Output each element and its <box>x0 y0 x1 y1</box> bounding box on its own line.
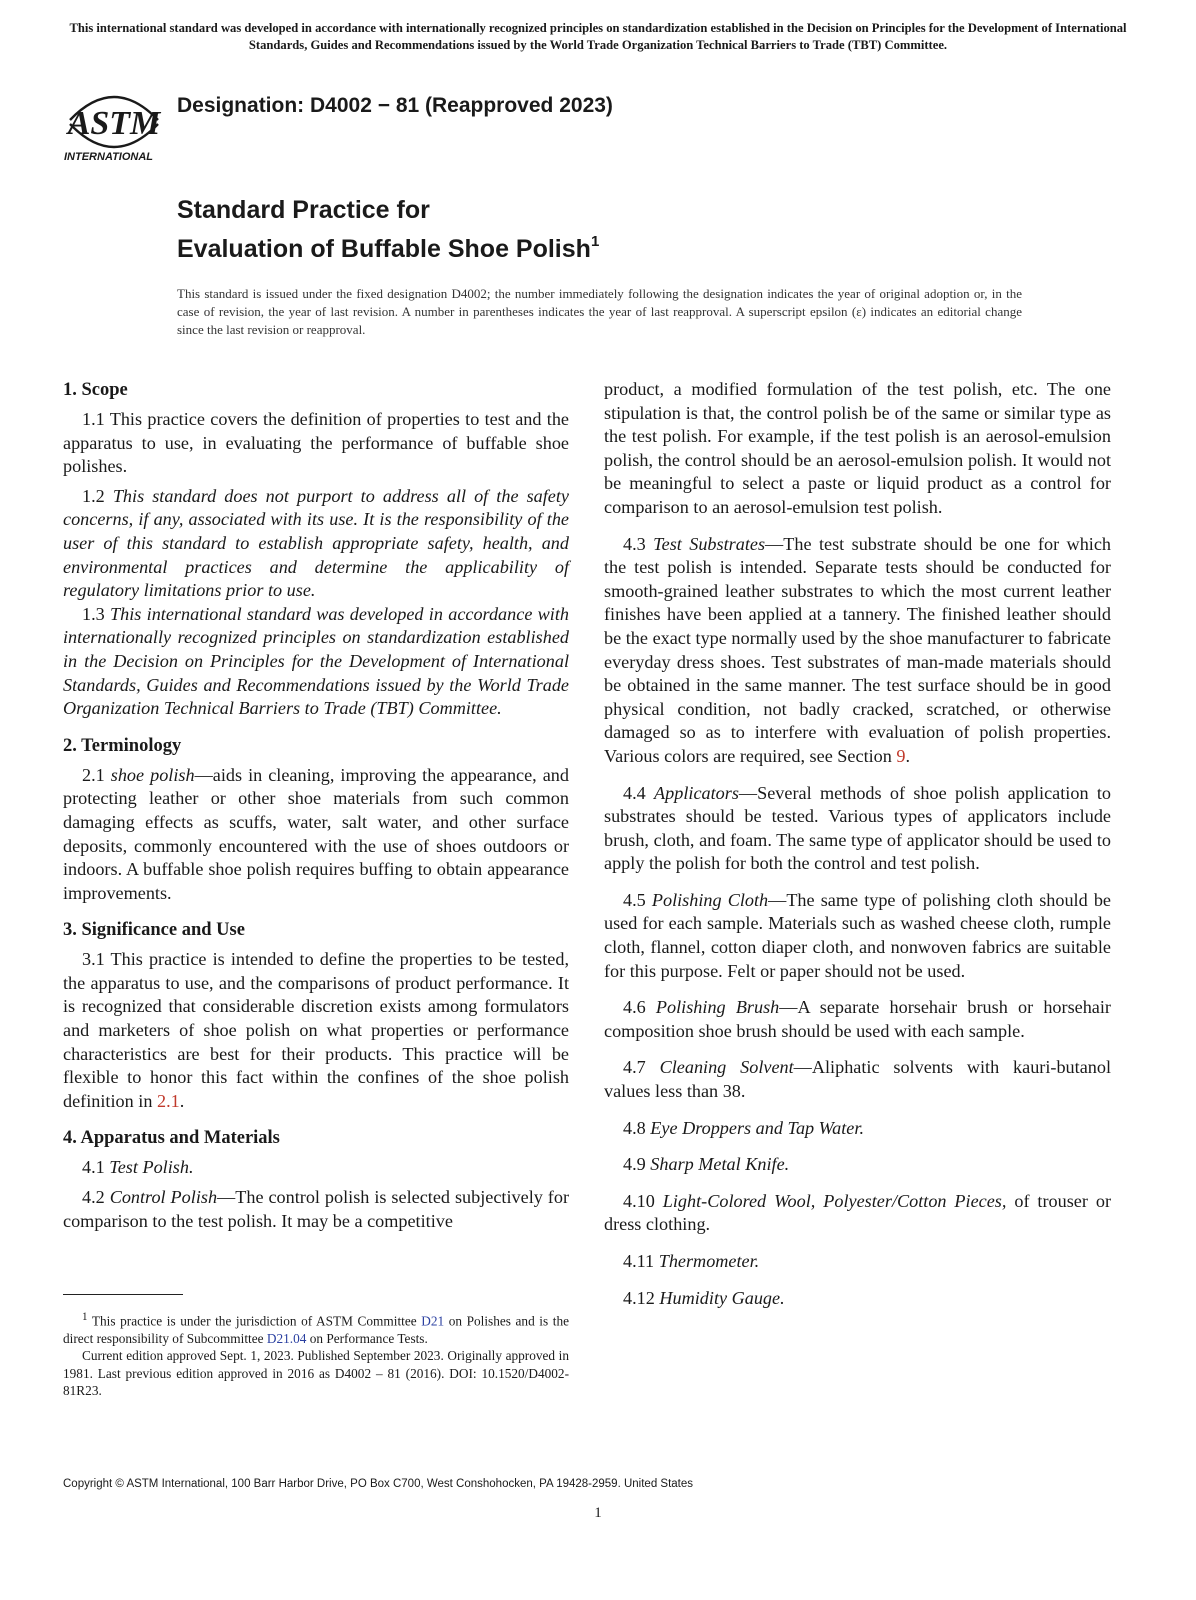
paragraph-4-10 <box>604 1190 1111 1237</box>
term: Eye Droppers and Tap Water. <box>650 1117 864 1138</box>
para-number: 2.1 <box>82 764 105 785</box>
term: shoe polish <box>110 764 195 785</box>
subcommittee-link[interactable]: D21.04 <box>266 1330 307 1346</box>
paragraph-4-8 <box>604 1117 1111 1141</box>
para-number: 4.7 <box>623 1057 646 1078</box>
term: Polishing Cloth <box>651 889 769 910</box>
term: Test Polish. <box>109 1157 194 1178</box>
para-text: . <box>905 745 911 766</box>
footnote-divider <box>63 1294 183 1295</box>
logo-letters: ASTM <box>67 105 161 142</box>
paragraph-2-1 <box>63 764 569 906</box>
para-text: —The test substrate should be one for which the test polish is intended. Separate tests should be conducted for smooth-grained leather substrates to which the most current leather finishes have been applied at a tannery. The finished leather should be the exact type normally used by the shoe manufacturer to fabricate everyday dress shoes. Test substrates of man-made materials should be obtained in the same manner. The test surface should be in good physical condition, not badly cracked, scratched, or otherwise damaged so as to interfere with evaluation of polish properties. Various colors are required, see Section <box>604 533 1112 766</box>
wto-notice: This international standard was developed in accordance with internationally recognized principles on standardization established in the Decision on Principles for the Development of International Standards, Guides and Recommendations issued by the World Trade Organization Technical Barriers to Trade (TBT) Committee. <box>69 21 1127 52</box>
footnote-mark: 1 <box>82 1311 88 1323</box>
paragraph-1-3 <box>63 603 569 721</box>
para-text: —The same type of polishing cloth should be used for each sample. Materials such as washed cheese cloth, rumple cloth, flannel, cotton diaper cloth, and nonwoven fabrics are suitable for this purpose. Felt or paper should not be used. <box>604 889 1111 981</box>
right-column <box>604 378 1111 1310</box>
cross-reference-link[interactable]: 9 <box>896 745 906 766</box>
paragraph-4-3 <box>604 533 1111 769</box>
term: Polishing Brush <box>655 997 780 1018</box>
paragraph-4-12 <box>604 1287 1111 1311</box>
term: Light-Colored Wool, Polyester/Cotton Pieces, <box>662 1190 1007 1211</box>
paragraph-4-5 <box>604 889 1111 983</box>
term: Humidity Gauge. <box>659 1287 785 1308</box>
paragraph-4-11 <box>604 1250 1111 1274</box>
footnote-edition: Current edition approved Sept. 1, 2023. Published September 2023. Originally approved in 1981. Last previous edition approved in 2016 as D4002 – 81 (2016). DOI: 10.1520/D4002-81R23. <box>63 1348 569 1399</box>
paragraph-1-1: 1.1 This practice covers the definition of properties to test and the apparatus to use, in evaluating the performance of buffable shoe polishes. <box>63 409 569 477</box>
footnote-jurisdiction <box>63 1309 569 1347</box>
paragraph-1-2 <box>63 485 569 603</box>
para-number: 4.4 <box>623 782 646 803</box>
term: Cleaning Solvent <box>659 1057 794 1078</box>
title-line-1: Standard Practice for <box>177 196 430 224</box>
title-text: Evaluation of Buffable Shoe Polish <box>177 235 591 263</box>
term: Thermometer. <box>658 1251 760 1271</box>
paragraph-4-2-continued: product, a modified formulation of the test polish, etc. The one stipulation is that, the control polish be of the same or similar type as the test polish. For example, if the test polish is an aerosol-emulsion polish, the control should be an aerosol-emulsion polish. It would not be meaningful to select a paste or liquid product as a control for comparison to an aerosol-emulsion test polish. <box>604 379 1111 517</box>
para-number: 4.8 <box>623 1117 646 1138</box>
paragraph-4-1 <box>63 1156 569 1180</box>
para-text: . <box>179 1090 185 1111</box>
para-text: —aids in cleaning, improving the appearance, and protecting leather or other shoe materials from such common damaging effects as scuffs, water, salt water, and other surface deposits, commonly encountered with the use of shoes outdoors or indoors. A buffable shoe polish requires buffing to obtain appearance improvements. <box>63 764 569 903</box>
page-number: 1 <box>594 1505 602 1521</box>
para-text: of trouser or dress clothing. <box>604 1190 1111 1235</box>
paragraph-4-9 <box>604 1153 1111 1177</box>
term: Control Polish <box>109 1187 218 1208</box>
para-number: 4.12 <box>623 1287 655 1308</box>
section-heading: 3. Significance and Use <box>63 920 245 941</box>
section-heading: 1. Scope <box>63 380 128 400</box>
term: Test Substrates <box>653 533 766 554</box>
cross-reference-link[interactable]: 2.1 <box>156 1090 180 1111</box>
para-text: —The control polish is selected subjectively for comparison to the test polish. It may be a competitive <box>63 1187 569 1231</box>
para-text: This international standard was developed in accordance with internationally recognized principles on standardization established in the Decision on Principles for the Development of International Standards, Guides and Recommendations issued by the World Trade Organization Technical Barriers to Trade (TBT) Committee. <box>63 603 570 719</box>
para-text: This standard does not purport to address all of the safety concerns, if any, associated with its use. It is the responsibility of the user of this standard to establish appropriate safety, health, and environmental practices and determine the applicability of regulatory limitations prior to use. <box>63 485 570 601</box>
para-number: 4.1 <box>82 1157 105 1178</box>
footnote-text: on Polishes and is the direct responsibility of Subcommittee <box>63 1313 569 1346</box>
para-number: 4.9 <box>623 1154 646 1175</box>
para-number: 4.11 <box>623 1251 655 1271</box>
issued-note: This standard is issued under the fixed designation D4002; the number immediately following the designation indicates the year of original adoption or, in the case of revision, the year of last revision. A number in parentheses indicates the year of last reapproval. A superscript epsilon (ε) indicates an editorial change since the last revision or reapproval. <box>177 286 1022 337</box>
footnote-text: on Performance Tests. <box>306 1330 428 1346</box>
logo-label: INTERNATIONAL <box>64 151 154 163</box>
term: Sharp Metal Knife. <box>650 1154 790 1175</box>
document-title <box>177 194 599 265</box>
footnote <box>63 1309 569 1400</box>
section-heading: 4. Apparatus and Materials <box>63 1128 280 1149</box>
designation: Designation: D4002 − 81 (Reapproved 2023) <box>177 94 613 117</box>
paragraph-4-7 <box>604 1056 1111 1103</box>
para-text: —Several methods of shoe polish application to substrates should be tested. Various types of applicators include brush, cloth, and foam. The same type of applicator should be used to apply the polish for both the control and test polish. <box>604 782 1112 874</box>
section-heading: 2. Terminology <box>63 735 182 756</box>
para-text: —A separate horsehair brush or horsehair composition shoe brush should be used with each sample. <box>604 997 1111 1041</box>
paragraph-3-1 <box>63 948 569 1113</box>
footnote-text: This practice is under the jurisdiction of ASTM Committee <box>87 1313 422 1329</box>
paragraph-4-2 <box>63 1186 569 1233</box>
title-line-2 <box>177 226 599 265</box>
para-text: 3.1 This practice is intended to define the properties to be tested, the apparatus to use, and the comparisons of product performance. It is recognized that considerable discretion exists among formulators and marketers of shoe polish on what properties or performance characteristics are best for their products. This practice will be flexible to honor this fact within the confines of the shoe polish definition in <box>63 949 569 1111</box>
paragraph-4-4 <box>604 782 1111 876</box>
astm-logo <box>62 80 166 164</box>
title-footnote-mark[interactable]: 1 <box>590 233 600 250</box>
copyright: Copyright © ASTM International, 100 Barr Harbor Drive, PO Box C700, West Conshohocken, PA 19428-2959. United States <box>63 1478 694 1490</box>
para-number: 4.10 <box>623 1190 655 1211</box>
left-column <box>63 378 569 1233</box>
para-number: 1.3 <box>82 603 105 624</box>
para-number: 4.3 <box>623 533 646 554</box>
term: Applicators <box>654 782 739 803</box>
committee-link[interactable]: D21 <box>421 1313 445 1329</box>
paragraph-4-6 <box>604 996 1111 1043</box>
para-number: 4.5 <box>623 889 646 910</box>
para-number: 4.6 <box>623 997 646 1018</box>
para-number: 1.2 <box>82 485 105 506</box>
para-text: —Aliphatic solvents with kauri-butanol values less than 38. <box>604 1057 1112 1102</box>
para-number: 4.2 <box>82 1187 105 1208</box>
